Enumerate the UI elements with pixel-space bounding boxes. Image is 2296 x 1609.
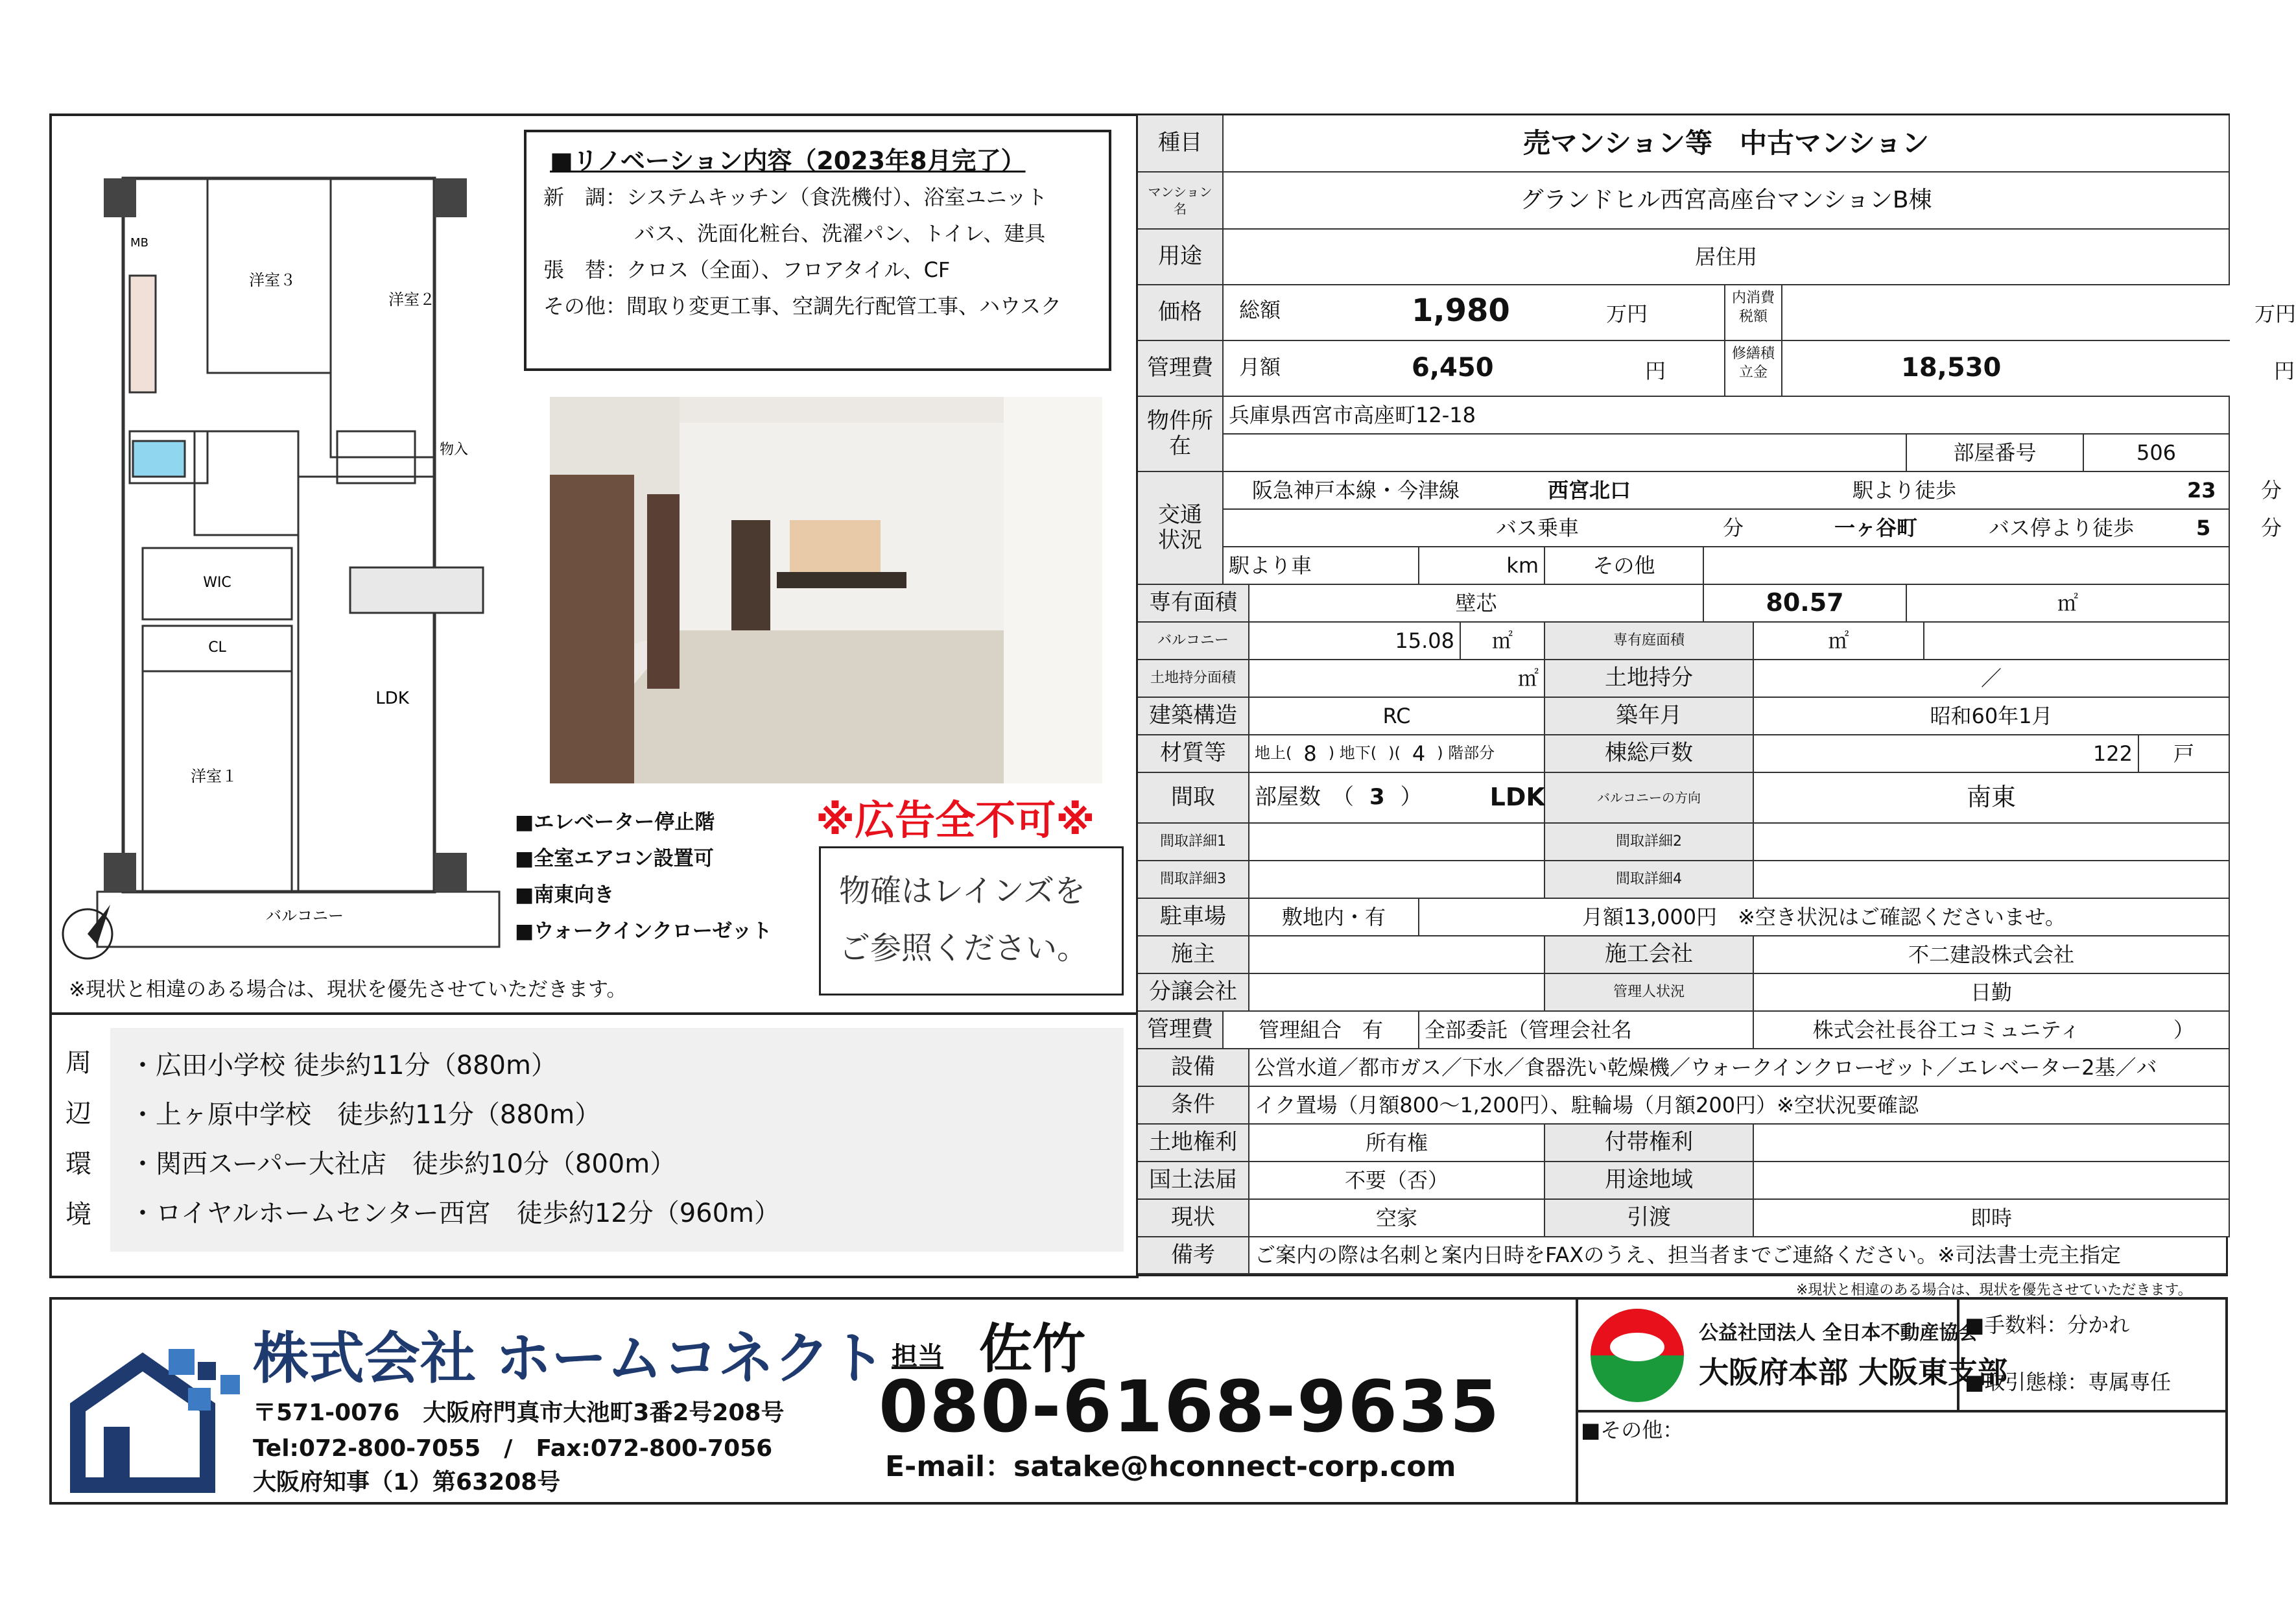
- units-unit: 戸: [2139, 735, 2230, 773]
- parking-label: 駐車場: [1138, 899, 1249, 936]
- balcony-label: バルコニー: [1138, 623, 1249, 660]
- mgr-status: 日勤: [1754, 974, 2230, 1012]
- close-paren: ）: [2139, 1012, 2230, 1049]
- bus-ride-unit: 分: [1723, 516, 1744, 540]
- material-label: 材質等: [1138, 735, 1249, 773]
- location-label: 物件所在: [1138, 397, 1224, 472]
- floors-above: 8: [1303, 741, 1317, 766]
- mgmt2-label: 管理費: [1138, 1012, 1224, 1049]
- bus-walk-unit: 分: [2261, 516, 2282, 540]
- by-car-label: 駅より車: [1224, 547, 1419, 585]
- renovation-title: ■リノベーション内容（2023年8月完了）: [550, 147, 1026, 175]
- walk-from-station: 駅より徒歩: [1852, 478, 1957, 503]
- seller-label: 分譲会社: [1138, 974, 1249, 1012]
- features-list: [515, 804, 772, 949]
- land-right: 所有権: [1249, 1125, 1545, 1162]
- wic-label: WIC: [203, 575, 231, 591]
- rooms-value: 3: [1369, 784, 1385, 811]
- mgmt-assoc: 管理組合 有: [1224, 1012, 1419, 1049]
- association-logo: [1589, 1307, 1686, 1404]
- surrounding-item: ・広田小学校 徒歩約11分（880m）: [130, 1051, 557, 1080]
- company-tel-fax: Tel:072-800-7055 / Fax:072-800-7056: [253, 1435, 773, 1462]
- staff-name: 佐竹: [979, 1318, 1086, 1380]
- status-label: 現状: [1138, 1200, 1249, 1237]
- mb-label: MB: [130, 236, 148, 250]
- garden-blank: [1924, 623, 2230, 660]
- line-name: 阪急神戸本線・今津線: [1252, 478, 1460, 503]
- feature-item: ■南東向き: [515, 883, 615, 907]
- room2-label: 洋室２: [388, 291, 435, 309]
- surroundings-box: [110, 1028, 1124, 1252]
- floors-below-label: ) 地下(: [1328, 744, 1377, 763]
- repair-value: 18,530: [1901, 353, 2002, 383]
- repair-yen: 円: [2274, 359, 2295, 383]
- walk-min: 23: [2187, 478, 2216, 503]
- other-value: [1704, 547, 2230, 585]
- detail3-label: 間取詳細3: [1138, 861, 1249, 899]
- replace-text: クロス（全面）、フロアタイル、CF: [626, 257, 951, 282]
- surroundings-label: 周 辺 環 境: [65, 1048, 91, 1230]
- company-address: 〒571-0076 大阪府門真市大池町3番2号208号: [253, 1400, 785, 1426]
- address-blank: [1224, 435, 1907, 472]
- balcony-value: 15.08: [1249, 623, 1461, 660]
- attached-right-label: 付帯権利: [1545, 1125, 1754, 1162]
- rooms-label: 部屋数 （: [1255, 784, 1354, 811]
- handover-label: 引渡: [1545, 1200, 1754, 1237]
- room-no: 506: [2084, 435, 2230, 472]
- bus-walk: バス停より徒歩: [1989, 516, 2135, 540]
- reins-box: [819, 846, 1124, 995]
- name-label: マンション名: [1138, 173, 1224, 230]
- reins-line2: ご参照ください。: [839, 930, 1089, 966]
- wall-center: 壁芯: [1249, 585, 1704, 623]
- surrounding-item: ・関西スーパー大社店 徒歩約10分（800m）: [130, 1149, 676, 1179]
- address: 兵庫県西宮市高座町12-18: [1224, 397, 2230, 435]
- mgmt-company: 株式会社長谷工コミュニティ: [1754, 1012, 2139, 1049]
- other-terms: ■その他：: [1581, 1418, 1684, 1442]
- type-value: 売マンション等 中古マンション: [1224, 115, 2230, 173]
- built-label: 築年月: [1545, 698, 1754, 735]
- tax-label: 内消費税額: [1731, 290, 1775, 325]
- facilities-line2: イク置場（月額800～1,200円）、駐輪場（月額200円）※空状況要確認: [1249, 1087, 2230, 1125]
- structure-value: RC: [1249, 698, 1545, 735]
- use-value: 居住用: [1224, 230, 2230, 285]
- facilities-label1: 設備: [1138, 1049, 1249, 1087]
- detail2-label: 間取詳細2: [1545, 824, 1754, 861]
- staff-label: 担当: [892, 1342, 943, 1372]
- new-label: 新 調：: [543, 185, 627, 209]
- room3-label: 洋室３: [249, 271, 296, 289]
- facilities-line1: 公営水道／都市ガス／下水／食器洗い乾燥機／ウォークインクローゼット／エレベーター2基／バ: [1249, 1049, 2230, 1087]
- renovation-box: [524, 130, 1111, 371]
- land-share2-label: 土地持分: [1545, 660, 1754, 698]
- association-line2: 大阪府本部 大阪東支部: [1699, 1355, 2008, 1390]
- use-label: 用途: [1138, 230, 1224, 285]
- type-label: 種目: [1138, 115, 1224, 173]
- units-label: 棟総戸数: [1545, 735, 1754, 773]
- balcony-dir: 南東: [1754, 773, 2230, 824]
- walk-min-unit: 分: [2261, 478, 2282, 503]
- floors-above-label: 地上(: [1255, 744, 1292, 763]
- price-unit: 万円: [1606, 302, 1648, 326]
- parking-value: 敷地内・有: [1249, 899, 1419, 936]
- company-license: 大阪府知事（1）第63208号: [253, 1469, 561, 1496]
- phone-number[interactable]: 080-6168-9635: [879, 1365, 1501, 1448]
- price-label: 価格: [1138, 285, 1224, 341]
- rooms-close: ）: [1400, 784, 1423, 811]
- ldk-label: LDK: [375, 689, 409, 708]
- layout-value: LDK: [1489, 783, 1545, 812]
- ad-notice: ※広告全不可※: [816, 796, 1095, 844]
- layout-label: 間取: [1138, 773, 1249, 824]
- mgmt-label: 管理費: [1138, 341, 1224, 397]
- fee-terms: ■手数料：分かれ: [1965, 1313, 2130, 1337]
- compass-icon: [63, 905, 112, 959]
- detail1-label: 間取詳細1: [1138, 824, 1249, 861]
- parking-fee: 月額13,000円 ※空き状況はご確認くださいませ。: [1419, 899, 2230, 936]
- detail4-label: 間取詳細4: [1545, 861, 1754, 899]
- bus-stop: 一ヶ谷町: [1834, 516, 1918, 540]
- area-unit: ㎡: [1907, 585, 2230, 623]
- station-name: 西宮北口: [1548, 478, 1631, 503]
- balcony-label: バルコニー: [266, 907, 344, 925]
- surrounding-item: ・上ヶ原中学校 徒歩約11分（880m）: [130, 1100, 601, 1130]
- built-value: 昭和60年1月: [1754, 698, 2230, 735]
- traffic-label: 交通状況: [1138, 472, 1224, 585]
- structure-label: 建築構造: [1138, 698, 1249, 735]
- replace-label: 張 替：: [543, 257, 627, 282]
- zoning-label: 用途地域: [1545, 1162, 1754, 1200]
- remarks-label: 備考: [1138, 1237, 1249, 1274]
- association-line1: 公益社団法人 全日本不動産協会: [1699, 1322, 1978, 1344]
- small-note: ※現状と相違のある場合は、現状を優先させていただきます。: [1796, 1282, 2192, 1298]
- cl-label: CL: [208, 639, 226, 656]
- room1-label: 洋室１: [191, 767, 237, 785]
- owner-label: 施主: [1138, 936, 1249, 974]
- builder-label: 施工会社: [1545, 936, 1754, 974]
- balcony-unit: ㎡: [1461, 623, 1545, 660]
- feature-item: ■全室エアコン設置可: [515, 847, 714, 870]
- balcony-dir-label: バルコニーの方向: [1545, 773, 1754, 824]
- national-law: 不要（否）: [1249, 1162, 1545, 1200]
- other-label: その他：: [543, 294, 627, 318]
- garden-label: 専有庭面積: [1545, 623, 1754, 660]
- interior-photo: [550, 397, 1102, 783]
- room-no-label: 部屋番号: [1907, 435, 2084, 472]
- total-label: 総額: [1239, 298, 1281, 322]
- remarks: ご案内の際は名刺と案内日時をFAXのうえ、担当者までご連絡ください。※司法書士売主指定: [1249, 1237, 2226, 1274]
- floors-part-mid: )(: [1388, 744, 1401, 763]
- units-value: 122: [1754, 735, 2139, 773]
- monthly-label: 月額: [1239, 355, 1281, 379]
- name-value: グランドヒル西宮高座台マンションB棟: [1224, 173, 2230, 230]
- property-table: [1136, 113, 2296, 1237]
- company-logo: [71, 1336, 246, 1492]
- repair-label: 修繕積立金: [1731, 346, 1775, 381]
- mgmt-value: 6,450: [1412, 353, 1494, 383]
- bus-ride: バス乗車: [1496, 516, 1580, 540]
- area-value: 80.57: [1704, 585, 1907, 623]
- storage-label: 物入: [439, 442, 469, 458]
- company-name: 株式会社 ホームコネクト: [253, 1326, 886, 1391]
- garden-unit: ㎡: [1754, 623, 1924, 660]
- mgr-status-label: 管理人状況: [1545, 974, 1754, 1012]
- email[interactable]: E-mail：satake@hconnect-corp.com: [885, 1450, 1456, 1483]
- builder-value: 不二建設株式会社: [1754, 936, 2230, 974]
- area-label: 専有面積: [1138, 585, 1249, 623]
- price-value: 1,980: [1412, 292, 1510, 329]
- other-text: 間取り変更工事、空調先行配管工事、ハウスク: [626, 294, 1062, 318]
- surrounding-item: ・ロイヤルホームセンター西宮 徒歩約12分（960m）: [130, 1198, 781, 1228]
- floor-part-label: ) 階部分: [1437, 744, 1495, 763]
- km-label: km: [1419, 547, 1545, 585]
- mode-terms: ■取引態様：専属専任: [1965, 1370, 2172, 1394]
- bus-walk-min: 5: [2196, 516, 2211, 540]
- new-line1: システムキッチン（食洗機付）、浴室ユニット: [626, 185, 1048, 209]
- national-law-label: 国土法届: [1138, 1162, 1249, 1200]
- status: 空家: [1249, 1200, 1545, 1237]
- feature-item: ■ウォークインクローゼット: [515, 920, 772, 943]
- new-line2: バス、洗面化粧台、洗濯パン、トイレ、建具: [634, 221, 1046, 246]
- land-right-label: 土地権利: [1138, 1125, 1249, 1162]
- mgmt-delegate: 全部委託（管理会社名: [1419, 1012, 1754, 1049]
- feature-item: ■エレベーター停止階: [515, 811, 715, 834]
- land-share-label: 土地持分面積: [1138, 660, 1249, 698]
- facilities-label2: 条件: [1138, 1087, 1249, 1125]
- other-label: その他: [1545, 547, 1704, 585]
- land-share-unit: ㎡: [1249, 660, 1545, 698]
- land-share-value: ／: [1754, 660, 2230, 698]
- floor-plan: [58, 126, 499, 963]
- reins-line1: 物確はレインズを: [839, 873, 1086, 909]
- tax-unit: 万円: [2255, 302, 2296, 326]
- handover: 即時: [1754, 1200, 2230, 1237]
- mgmt-yen: 円: [1645, 359, 1666, 383]
- current-note: ※現状と相違のある場合は、現状を優先させていただきます。: [69, 978, 627, 1001]
- floor-part: 4: [1412, 741, 1426, 766]
